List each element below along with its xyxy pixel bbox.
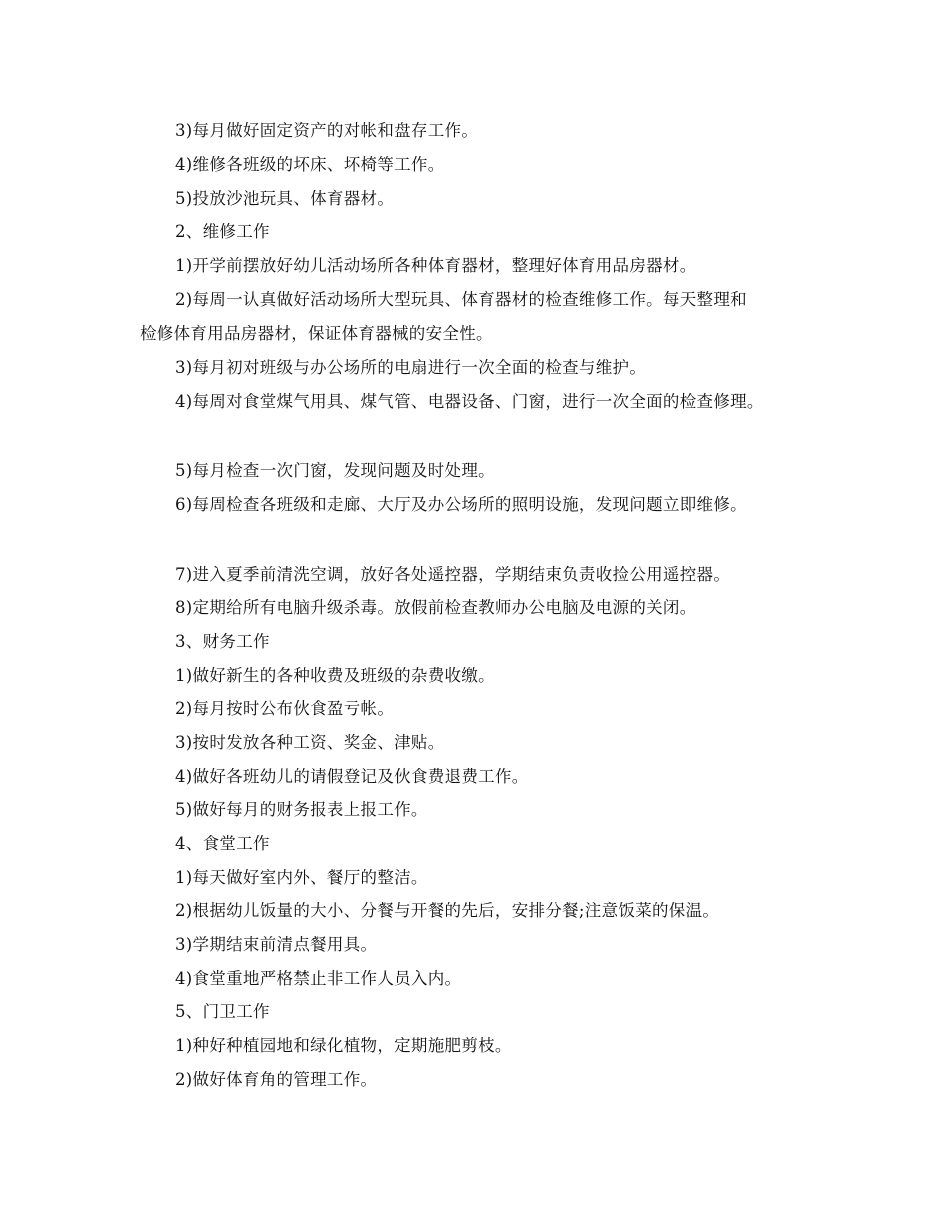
text-line: 4)食堂重地严格禁止非工作人员入内。	[175, 969, 462, 988]
text-line: 2)每周一认真做好活动场所大型玩具、体育器材的检查维修工作。每天整理和	[175, 290, 747, 309]
text-line: 3)每月做好固定资产的对帐和盘存工作。	[175, 121, 479, 140]
text-line: 4)每周对食堂煤气用具、煤气管、电器设备、门窗，进行一次全面的检查修理。	[175, 392, 764, 411]
text-line: 3)每月初对班级与办公场所的电扇进行一次全面的检查与维护。	[175, 358, 647, 377]
text-line: 2)每月按时公布伙食盈亏帐。	[175, 699, 395, 718]
text-line: 4)做好各班幼儿的请假登记及伙食费退费工作。	[175, 767, 529, 786]
text-line: 2)做好体育角的管理工作。	[175, 1070, 378, 1089]
text-line: 2)根据幼儿饭量的大小、分餐与开餐的先后，安排分餐;注意饭菜的保温。	[175, 901, 720, 920]
text-line: 8)定期给所有电脑升级杀毒。放假前检查教师办公电脑及电源的关闭。	[175, 598, 697, 617]
text-line: 1)做好新生的各种收费及班级的杂费收缴。	[175, 666, 495, 685]
text-line: 3)按时发放各种工资、奖金、津贴。	[175, 733, 445, 752]
text-line: 5)每月检查一次门窗，发现问题及时处理。	[175, 461, 495, 480]
section-heading: 5、门卫工作	[175, 1002, 270, 1021]
text-line: 5)做好每月的财务报表上报工作。	[175, 800, 428, 819]
text-line: 6)每周检查各班级和走廊、大厅及办公场所的照明设施，发现问题立即维修。	[175, 495, 747, 514]
text-line: 3)学期结束前清点餐用具。	[175, 935, 378, 954]
text-line: 7)进入夏季前清洗空调，放好各处遥控器，学期结束负责收捡公用遥控器。	[175, 565, 731, 584]
text-line: 1)每天做好室内外、餐厅的整洁。	[175, 868, 428, 887]
section-heading: 4、食堂工作	[175, 834, 270, 853]
text-line: 1)开学前摆放好幼儿活动场所各种体育器材，整理好体育用品房器材。	[175, 256, 697, 275]
text-line: 5)投放沙池玩具、体育器材。	[175, 189, 395, 208]
section-heading: 3、财务工作	[175, 632, 270, 651]
text-line: 1)种好种植园地和绿化植物，定期施肥剪枝。	[175, 1036, 512, 1055]
text-line-continuation: 检修体育用品房器材，保证体育器械的安全性。	[140, 324, 493, 343]
text-line: 4)维修各班级的坏床、坏椅等工作。	[175, 155, 445, 174]
section-heading: 2、维修工作	[175, 222, 270, 241]
